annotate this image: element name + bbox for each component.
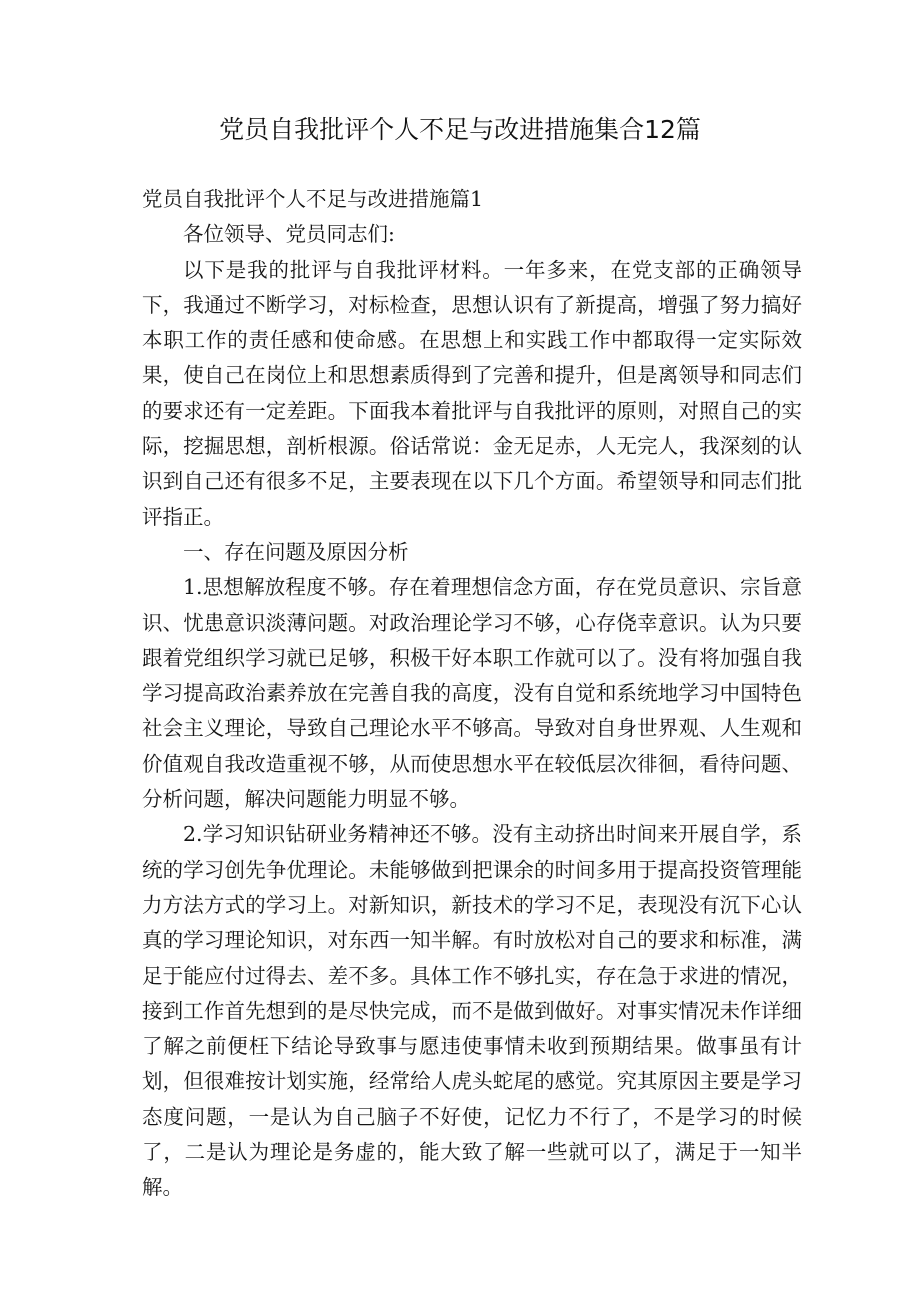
document-title: 党员自我批评个人不足与改进措施集合12篇 — [219, 115, 701, 144]
subheading-problems: 一、存在问题及原因分析 — [183, 539, 409, 564]
salutation: 各位领导、党员同志们: — [183, 222, 395, 247]
document-body — [142, 182, 802, 1206]
section-heading: 党员自我批评个人不足与改进措施篇1 — [142, 187, 484, 211]
paragraph-point-1: 1.思想解放程度不够。存在着理想信念方面，存在党员意识、宗旨意识、忧患意识淡薄问题。对政治理论学习不够，心存侥幸意识。认为只要跟着党组织学习就已足够，积极干好本职工作就可以了。没有将加强自我学习提高政治素养放在完善自我的高度，没有自觉和系统地学习中国特色社会主义理论，导致自己理论水平不够高。导致对自身世界观、人生观和价值观自我改造重视不够，从而使思想水平在较低层次徘徊，看待问题、分析问题，解决问题能力明显不够。 — [142, 575, 802, 812]
paragraph-intro: 以下是我的批评与自我批评材料。一年多来，在党支部的正确领导下，我通过不断学习，对标检查，思想认识有了新提高，增强了努力搞好本职工作的责任感和使命感。在思想上和实践工作中都取得一定实际效果，使自己在岗位上和思想素质得到了完善和提升，但是离领导和同志们的要求还有一定差距。下面我本着批评与自我批评的原则，对照自己的实际，挖掘思想，剖析根源。俗话常说：金无足赤，人无完人，我深刻的认识到自己还有很多不足，主要表现在以下几个方面。希望领导和同志们批评指正。 — [142, 257, 802, 529]
paragraph-point-2: 2.学习知识钻研业务精神还不够。没有主动挤出时间来开展自学，系统的学习创先争优理论。未能够做到把课余的时间多用于提高投资管理能力方法方式的学习上。对新知识，新技术的学习不足，表现没有沉下心认真的学习理论知识，对东西一知半解。有时放松对自己的要求和标准，满足于能应付过得去、差不多。具体工作不够扎实，存在急于求进的情况，接到工作首先想到的是尽快完成，而不是做到做好。对事实情况未作详细了解之前便枉下结论导致事与愿违使事情未收到预期结果。做事虽有计划，但很难按计划实施，经常给人虎头蛇尾的感觉。究其原因主要是学习态度问题，一是认为自己脑子不好使，记忆力不行了，不是学习的时候了，二是认为理论是务虚的，能大致了解一些就可以了，满足于一知半解。 — [142, 822, 802, 1200]
